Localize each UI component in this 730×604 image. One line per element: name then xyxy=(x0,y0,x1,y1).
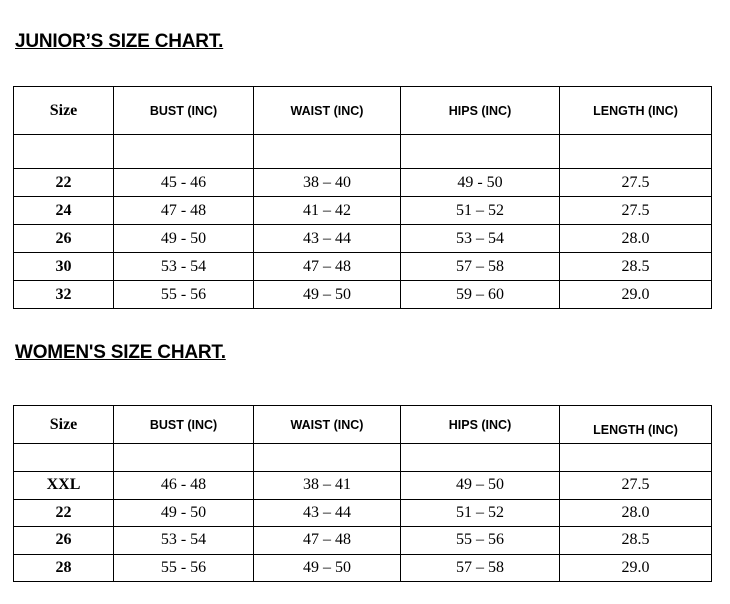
length-column-header: LENGTH (INC) xyxy=(560,406,712,444)
size-cell: 26 xyxy=(14,527,114,555)
length-cell: 28.0 xyxy=(560,225,712,253)
bust-cell: 46 - 48 xyxy=(114,472,254,500)
waist-cell: 47 – 48 xyxy=(254,527,401,555)
size-cell: 24 xyxy=(14,197,114,225)
size-cell: 28 xyxy=(14,554,114,582)
waist-cell: 47 – 48 xyxy=(254,253,401,281)
size-cell: 26 xyxy=(14,225,114,253)
hips-cell: 55 – 56 xyxy=(401,527,560,555)
waist-cell: 38 – 40 xyxy=(254,169,401,197)
bust-cell: 49 - 50 xyxy=(114,499,254,527)
bust-cell: 55 - 56 xyxy=(114,281,254,309)
waist-cell: 49 – 50 xyxy=(254,281,401,309)
table-row xyxy=(14,253,712,281)
waist-column-header: WAIST (INC) xyxy=(254,406,401,444)
blank-cell xyxy=(14,135,114,169)
bust-cell: 53 - 54 xyxy=(114,527,254,555)
bust-cell: 45 - 46 xyxy=(114,169,254,197)
blank-cell xyxy=(401,135,560,169)
waist-cell: 43 – 44 xyxy=(254,499,401,527)
hips-cell: 59 – 60 xyxy=(401,281,560,309)
hips-cell: 49 - 50 xyxy=(401,169,560,197)
hips-cell: 53 – 54 xyxy=(401,225,560,253)
size-column-header: Size xyxy=(14,406,114,444)
table-row xyxy=(14,527,712,555)
blank-row xyxy=(14,135,712,169)
hips-column-header: HIPS (INC) xyxy=(401,406,560,444)
bust-column-header: BUST (INC) xyxy=(114,87,254,135)
waist-cell: 49 – 50 xyxy=(254,554,401,582)
waist-cell: 43 – 44 xyxy=(254,225,401,253)
size-cell: 30 xyxy=(14,253,114,281)
table-header-row xyxy=(14,87,712,135)
women-size-table xyxy=(13,405,712,582)
bust-cell: 53 - 54 xyxy=(114,253,254,281)
junior-size-chart-title: JUNIOR’S SIZE CHART. xyxy=(15,31,224,52)
length-cell: 29.0 xyxy=(560,281,712,309)
length-cell: 27.5 xyxy=(560,472,712,500)
table-row xyxy=(14,197,712,225)
size-cell: 22 xyxy=(14,499,114,527)
hips-cell: 51 – 52 xyxy=(401,499,560,527)
bust-cell: 49 - 50 xyxy=(114,225,254,253)
table-row xyxy=(14,499,712,527)
blank-cell xyxy=(560,135,712,169)
table-row xyxy=(14,472,712,500)
blank-cell xyxy=(254,135,401,169)
bust-cell: 55 - 56 xyxy=(114,554,254,582)
size-column-header: Size xyxy=(14,87,114,135)
blank-cell xyxy=(114,444,254,472)
length-cell: 28.0 xyxy=(560,499,712,527)
junior-size-table xyxy=(13,86,712,309)
bust-cell: 47 - 48 xyxy=(114,197,254,225)
waist-cell: 38 – 41 xyxy=(254,472,401,500)
blank-cell xyxy=(560,444,712,472)
waist-column-header: WAIST (INC) xyxy=(254,87,401,135)
blank-cell xyxy=(14,444,114,472)
length-cell: 29.0 xyxy=(560,554,712,582)
hips-column-header: HIPS (INC) xyxy=(401,87,560,135)
size-cell: XXL xyxy=(14,472,114,500)
length-cell: 28.5 xyxy=(560,253,712,281)
length-column-header: LENGTH (INC) xyxy=(560,87,712,135)
table-header-row xyxy=(14,406,712,444)
bust-column-header: BUST (INC) xyxy=(114,406,254,444)
table-row xyxy=(14,554,712,582)
size-cell: 32 xyxy=(14,281,114,309)
length-cell: 27.5 xyxy=(560,169,712,197)
length-cell: 27.5 xyxy=(560,197,712,225)
hips-cell: 49 – 50 xyxy=(401,472,560,500)
blank-row xyxy=(14,444,712,472)
table-row xyxy=(14,169,712,197)
blank-cell xyxy=(114,135,254,169)
blank-cell xyxy=(401,444,560,472)
length-cell: 28.5 xyxy=(560,527,712,555)
waist-cell: 41 – 42 xyxy=(254,197,401,225)
women-size-chart-title: WOMEN'S SIZE CHART. xyxy=(15,342,226,363)
blank-cell xyxy=(254,444,401,472)
table-row xyxy=(14,281,712,309)
size-cell: 22 xyxy=(14,169,114,197)
hips-cell: 57 – 58 xyxy=(401,253,560,281)
hips-cell: 57 – 58 xyxy=(401,554,560,582)
table-row xyxy=(14,225,712,253)
hips-cell: 51 – 52 xyxy=(401,197,560,225)
